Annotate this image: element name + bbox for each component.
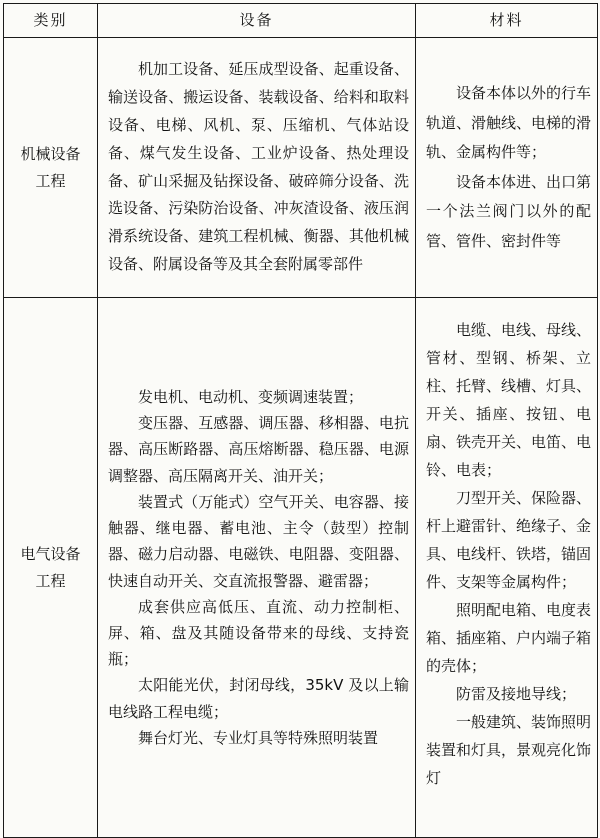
materials-paragraph: 一般建筑、装饰照明装置和灯具，景观亮化饰灯 xyxy=(426,713,592,787)
materials-paragraph: 设备本体进、出口第一个法兰阀门以外的配管、管件、密封件等 xyxy=(426,172,592,250)
header-equipment: 设备 xyxy=(98,4,416,38)
table-header-row xyxy=(4,4,598,38)
category-cell xyxy=(4,38,98,298)
materials-paragraph: 电缆、电线、母线、管材、型钢、桥架、立柱、托臂、线槽、灯具、开关、插座、按钮、电扇、铁壳开关、电笛、电铃、电表； xyxy=(426,321,592,479)
equipment-cell xyxy=(98,38,416,298)
category-line: 工程 xyxy=(35,571,66,590)
equipment-paragraph: 成套供应高低压、直流、动力控制柜、屏、箱、盘及其随设备带来的母线、支持瓷瓶； xyxy=(108,597,409,669)
equipment-paragraph: 发电机、电动机、变频调速装置； xyxy=(138,388,364,407)
header-materials: 材料 xyxy=(416,4,598,38)
materials-paragraph: 防雷及接地导线； xyxy=(456,685,577,703)
category-line: 机械设备 xyxy=(20,145,81,164)
materials-paragraph: 设备本体以外的行车轨道、滑触线、电梯的滑轨、金属构件等； xyxy=(426,84,592,161)
category-line: 电气设备 xyxy=(20,545,81,564)
equipment-paragraph: 变压器、互感器、调压器、移相器、电抗器、高压断路器、高压熔断器、稳压器、电源调整器、高压隔离开关、油开关； xyxy=(108,414,409,485)
category-line: 工程 xyxy=(35,171,66,190)
equipment-paragraph: 舞台灯光、专业灯具等特殊照明装置 xyxy=(138,728,379,747)
materials-cell xyxy=(416,298,598,838)
equipment-cell xyxy=(98,298,416,838)
equipment-paragraph: 机加工设备、延压成型设备、起重设备、输送设备、搬运设备、装载设备、给料和取料设备、电梯、风机、泵、压缩机、气体站设备、煤气发生设备、工业炉设备、热处理设备、矿山采掘及钻探设备、破碎筛分设备、洗选设备、污染防治设备、冲灰渣设备、液压润滑系统设备、建筑工程机械、衡器、其他机械设备、附属设备等及其全套附属零部件 xyxy=(108,60,409,273)
table-row-electrical xyxy=(4,298,598,838)
materials-paragraph: 照明配电箱、电度表箱、插座箱、户内端子箱的壳体； xyxy=(426,601,592,675)
materials-paragraph: 刀型开关、保险器、杆上避雷针、绝缘子、金具、电线杆、铁塔，锚固件、支架等金属构件； xyxy=(426,489,592,591)
equipment-paragraph: 装置式（万能式）空气开关、电容器、接触器、继电器、蓄电池、主令（鼓型）控制器、磁力启动器、电磁铁、电阻器、变阻器、快速自动开关、交直流报警器、避雷器； xyxy=(108,492,409,590)
equipment-materials-table xyxy=(3,3,598,838)
materials-cell xyxy=(416,38,598,298)
category-cell xyxy=(4,298,98,838)
header-category: 类别 xyxy=(4,4,98,38)
table-row-mechanical xyxy=(4,38,598,298)
equipment-paragraph: 太阳能光伏，封闭母线，35kV 及以上输电线路工程电缆； xyxy=(108,676,409,721)
